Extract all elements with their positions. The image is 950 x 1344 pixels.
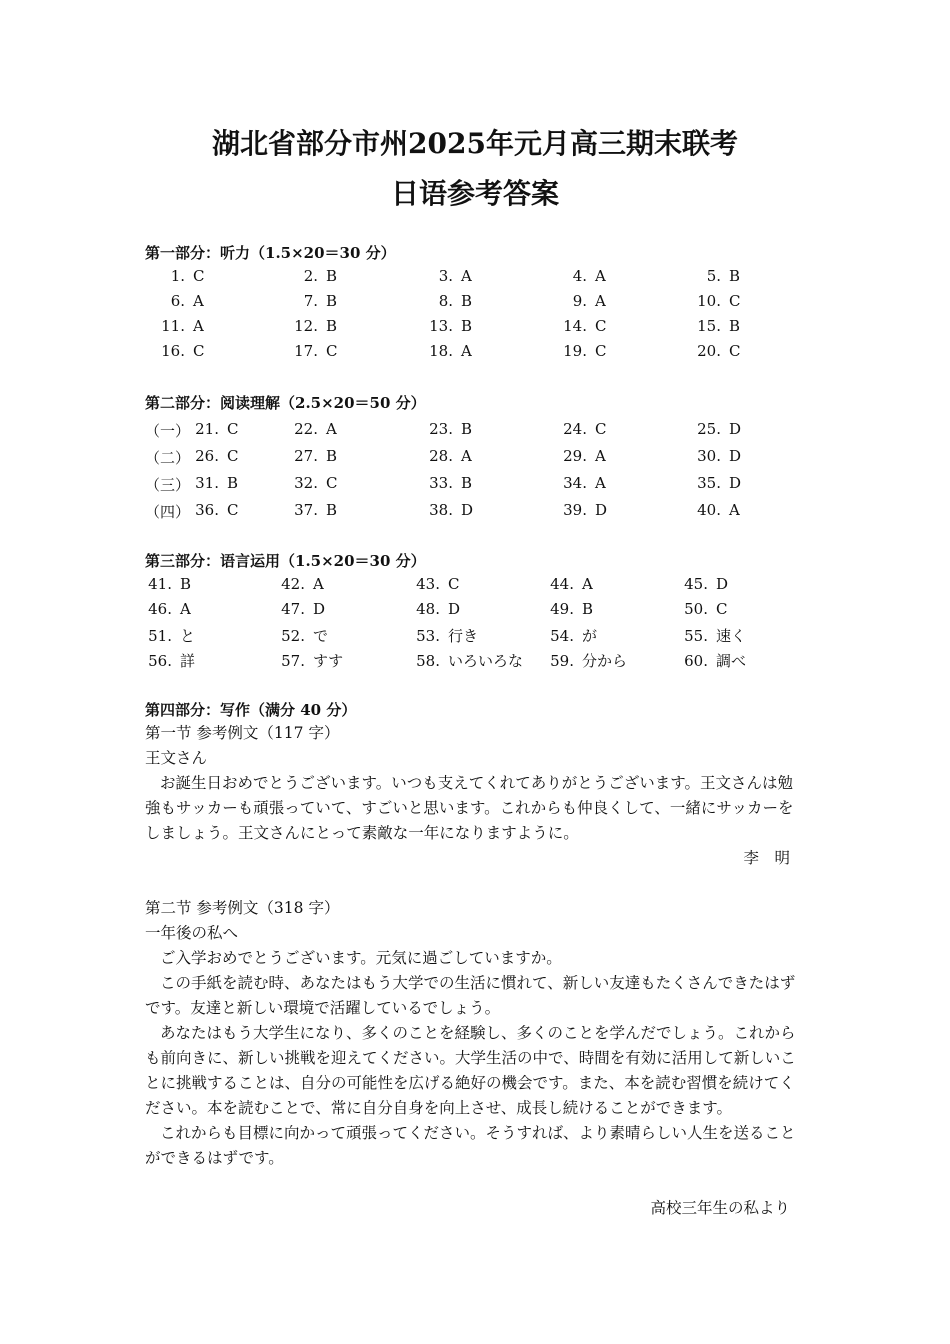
answer-row [145,317,815,339]
answer-value: C [227,420,239,438]
question-number: 31. [195,474,219,492]
answer-cell [413,267,472,285]
section2-paragraph [145,1021,807,1121]
section2-line: この手紙を読む時、あなたはもう大学での生活に慣れて、新しい友達もたくさんできた [160,974,765,992]
answer-value: すす [313,652,344,670]
answer-cell [681,600,727,618]
answer-value: C [595,342,607,360]
answer-cell [681,474,741,492]
answer-value: D [716,575,729,593]
answer-value: B [461,292,473,310]
question-number: 47. [281,600,305,618]
answer-value: A [595,447,606,465]
document-subtitle: 日语参考答案 [390,177,559,210]
section2-line: これからも目標に向かって頑張ってください。そうすれば、より素晴らしい人生を送る [160,1124,765,1142]
question-number: 50. [684,600,708,618]
section2-line: 新しいことに挑戦することは、自分の可能性を広げる絶好の機会です。また、本を読む習 [145,1049,796,1092]
answer-value: A [595,474,606,492]
section1-line: は勉強もサッカーも頑張っていて、すごいと思います。これからも仲良くして、一緒にサ [145,774,794,817]
question-number: 14. [563,317,587,335]
part2-heading: 第二部分：阅读理解（2.5×20＝50 分） [145,394,426,412]
answer-cell [547,650,627,671]
answer-value: 速く [716,627,747,645]
answer-value: B [326,267,338,285]
section2-line: はずです。友達と新しい環境で活躍しているでしょう。 [145,974,796,1017]
answer-cell [413,575,459,593]
answer-value: C [595,317,607,335]
question-number: 11. [161,317,185,335]
answer-value: A [582,575,593,593]
question-number: 48. [416,600,440,618]
answer-cell [145,292,204,310]
question-number: 15. [697,317,721,335]
answer-cell [681,501,740,519]
question-number: 59. [550,652,574,670]
question-number: 23. [429,420,453,438]
section2-line: ことができるはずです。 [145,1124,796,1167]
answer-cell [413,501,473,519]
section2-block [145,896,807,1171]
question-number: 10. [697,292,721,310]
question-number: 7. [303,292,318,310]
question-number: 18. [429,342,453,360]
answer-cell [547,317,606,335]
answer-cell [547,420,606,438]
answer-cell [145,317,204,335]
answer-cell [278,317,337,335]
section2-line: からも前向きに、新しい挑戦を迎えてください。大学生活の中で、時間を有効に活用して [145,1024,796,1067]
answer-value: B [461,317,473,335]
answer-value: A [461,447,472,465]
answer-value: B [729,317,741,335]
answer-value: D [595,501,608,519]
answer-cell [413,625,478,646]
answer-value: A [729,501,740,519]
answer-value: B [326,447,338,465]
answer-cell [547,600,593,618]
question-number: 30. [697,447,721,465]
answer-row [145,267,815,289]
question-number: 28. [429,447,453,465]
question-number: 39. [563,501,587,519]
answer-value: D [448,600,461,618]
answer-cell [681,650,746,671]
answer-value: が [582,627,598,645]
answer-cell [278,447,337,465]
question-number: 33. [429,474,453,492]
question-number: 2. [303,267,318,285]
part4-heading: 第四部分：写作（满分 40 分） [145,701,357,719]
document-title: 湖北省部分市州2025年元月高三期末联考 [212,127,738,160]
answer-cell [189,420,238,438]
question-number: 56. [148,652,172,670]
answer-value: A [313,575,324,593]
answer-value: C [595,420,607,438]
answer-cell [278,575,324,593]
answer-value: C [326,474,338,492]
answer-cell [547,501,607,519]
answer-cell [681,292,740,310]
answer-value: いろいろな [448,652,524,670]
section1-addressee: 王文さん [145,749,208,767]
answer-cell [547,625,597,646]
answer-cell [681,447,741,465]
question-number: 45. [684,575,708,593]
answer-cell [681,342,740,360]
answer-value: D [313,600,326,618]
question-number: 38. [429,501,453,519]
question-number: 3. [438,267,453,285]
question-number: 49. [550,600,574,618]
section1-label: 第一节 参考例文（117 字） [145,724,340,742]
answer-cell [278,474,337,492]
section2-line: あなたはもう大学生になり、多くのことを経験し、多くのことを学んだでしょう。これ [160,1024,765,1042]
question-number: 19. [563,342,587,360]
question-number: 36. [195,501,219,519]
answer-cell [547,575,593,593]
answer-value: C [193,267,205,285]
answer-cell [413,317,472,335]
question-number: 57. [281,652,305,670]
section2-label: 第二节 参考例文（318 字） [145,899,340,917]
answer-value: B [180,575,192,593]
answer-row [145,292,815,314]
section2-signature: 高校三年生の私より [650,1199,790,1217]
section2-paragraph [145,971,807,1021]
passage-group-label: （四） [145,503,191,521]
question-number: 43. [416,575,440,593]
section2-paragraph [145,1121,807,1171]
answer-value: D [729,447,742,465]
answer-value: C [448,575,460,593]
answer-value: B [227,474,239,492]
question-number: 21. [195,420,219,438]
passage-group-label: （二） [145,449,191,467]
part3-heading: 第三部分：语言运用（1.5×20＝30 分） [145,552,426,570]
question-number: 54. [550,627,574,645]
answer-value: A [180,600,191,618]
answer-value: A [193,317,204,335]
passage-group-label: （一） [145,422,191,440]
answer-value: D [461,501,474,519]
answer-row [145,342,815,364]
question-number: 1. [170,267,185,285]
answer-value: C [193,342,205,360]
question-number: 16. [161,342,185,360]
answer-value: で [313,627,329,645]
answer-cell [547,447,606,465]
answer-value: C [227,447,239,465]
answer-cell [413,420,472,438]
answer-value: C [326,342,338,360]
question-number: 35. [697,474,721,492]
answer-cell [145,342,204,360]
answer-cell [547,474,606,492]
answer-cell [145,575,191,593]
answer-cell [145,600,191,618]
answer-cell [145,267,204,285]
question-number: 46. [148,600,172,618]
answer-value: A [461,342,472,360]
answer-value: B [461,420,473,438]
answer-cell [547,267,606,285]
answer-value: A [193,292,204,310]
answer-cell [413,474,472,492]
answer-cell [278,292,337,310]
question-number: 41. [148,575,172,593]
question-number: 55. [684,627,708,645]
question-number: 8. [438,292,453,310]
question-number: 22. [294,420,318,438]
answer-value: C [227,501,239,519]
answer-cell [681,267,740,285]
question-number: 17. [294,342,318,360]
answer-value: C [729,292,741,310]
answer-cell [413,292,472,310]
answer-row [145,650,815,672]
question-number: 27. [294,447,318,465]
question-number: 52. [281,627,305,645]
answer-row [145,447,815,469]
answer-value: D [729,474,742,492]
answer-cell [189,501,238,519]
question-number: 4. [572,267,587,285]
answer-row [145,625,815,647]
answer-value: A [326,420,337,438]
answer-cell [278,342,337,360]
answer-row [145,474,815,496]
question-number: 20. [697,342,721,360]
answer-row [145,501,815,523]
answer-value: A [461,267,472,285]
question-number: 32. [294,474,318,492]
answer-value: B [326,292,338,310]
answer-value: B [326,501,338,519]
answer-value: B [326,317,338,335]
section2-paragraph [145,946,807,971]
answer-cell [413,447,472,465]
answer-cell [145,625,195,646]
answer-value: A [595,292,606,310]
question-number: 6. [170,292,185,310]
section1-signature: 李 明 [743,849,790,867]
answer-cell [547,342,606,360]
question-number: 60. [684,652,708,670]
answer-cell [278,501,337,519]
section1-line: ッカーをしましょう。王文さんにとって素敵な一年になりますように。 [145,799,794,842]
answer-value: 分から [582,652,628,670]
answer-cell [413,650,523,671]
answer-row [145,420,815,442]
question-number: 12. [294,317,318,335]
answer-row [145,575,815,597]
answer-value: B [461,474,473,492]
question-number: 40. [697,501,721,519]
answer-value: B [729,267,741,285]
answer-value: D [729,420,742,438]
answer-value: C [716,600,728,618]
answer-cell [681,625,746,646]
answer-cell [278,600,325,618]
question-number: 9. [572,292,587,310]
section1-paragraph [145,771,807,846]
answer-cell [278,625,328,646]
answer-cell [681,575,728,593]
answer-cell [278,650,343,671]
answer-row [145,600,815,622]
answer-value: 詳 [180,652,196,670]
question-number: 25. [697,420,721,438]
answer-cell [189,474,238,492]
answer-cell [681,317,740,335]
answer-cell [145,650,195,671]
answer-cell [413,342,472,360]
passage-group-label: （三） [145,476,191,494]
answer-cell [189,447,238,465]
answer-value: C [729,342,741,360]
answer-cell [278,267,337,285]
answer-value: 行き [448,627,479,645]
section2-line: ご入学おめでとうございます。元気に過ごしていますか。 [160,949,562,967]
answer-value: 調べ [716,652,747,670]
section1-line: お誕生日おめでとうございます。いつも支えてくれてありがとうございます。王文さん [160,774,763,792]
question-number: 51. [148,627,172,645]
part1-heading: 第一部分：听力（1.5×20＝30 分） [145,244,396,262]
section2-addressee: 一年後の私へ [145,924,239,942]
answer-cell [278,420,337,438]
question-number: 37. [294,501,318,519]
question-number: 13. [429,317,453,335]
question-number: 29. [563,447,587,465]
question-number: 53. [416,627,440,645]
question-number: 42. [281,575,305,593]
answer-cell [413,600,460,618]
question-number: 24. [563,420,587,438]
answer-cell [547,292,606,310]
question-number: 26. [195,447,219,465]
section2-line: 慣を続けてください。本を読むことで、常に自分自身を向上させ、成長し続けることがで [145,1074,795,1117]
question-number: 44. [550,575,574,593]
answer-cell [681,420,741,438]
section2-line: きます。 [671,1099,732,1117]
answer-value: B [582,600,594,618]
section1-block [145,721,807,846]
question-number: 34. [563,474,587,492]
answer-value: と [180,627,196,645]
question-number: 5. [706,267,721,285]
answer-value: A [595,267,606,285]
question-number: 58. [416,652,440,670]
